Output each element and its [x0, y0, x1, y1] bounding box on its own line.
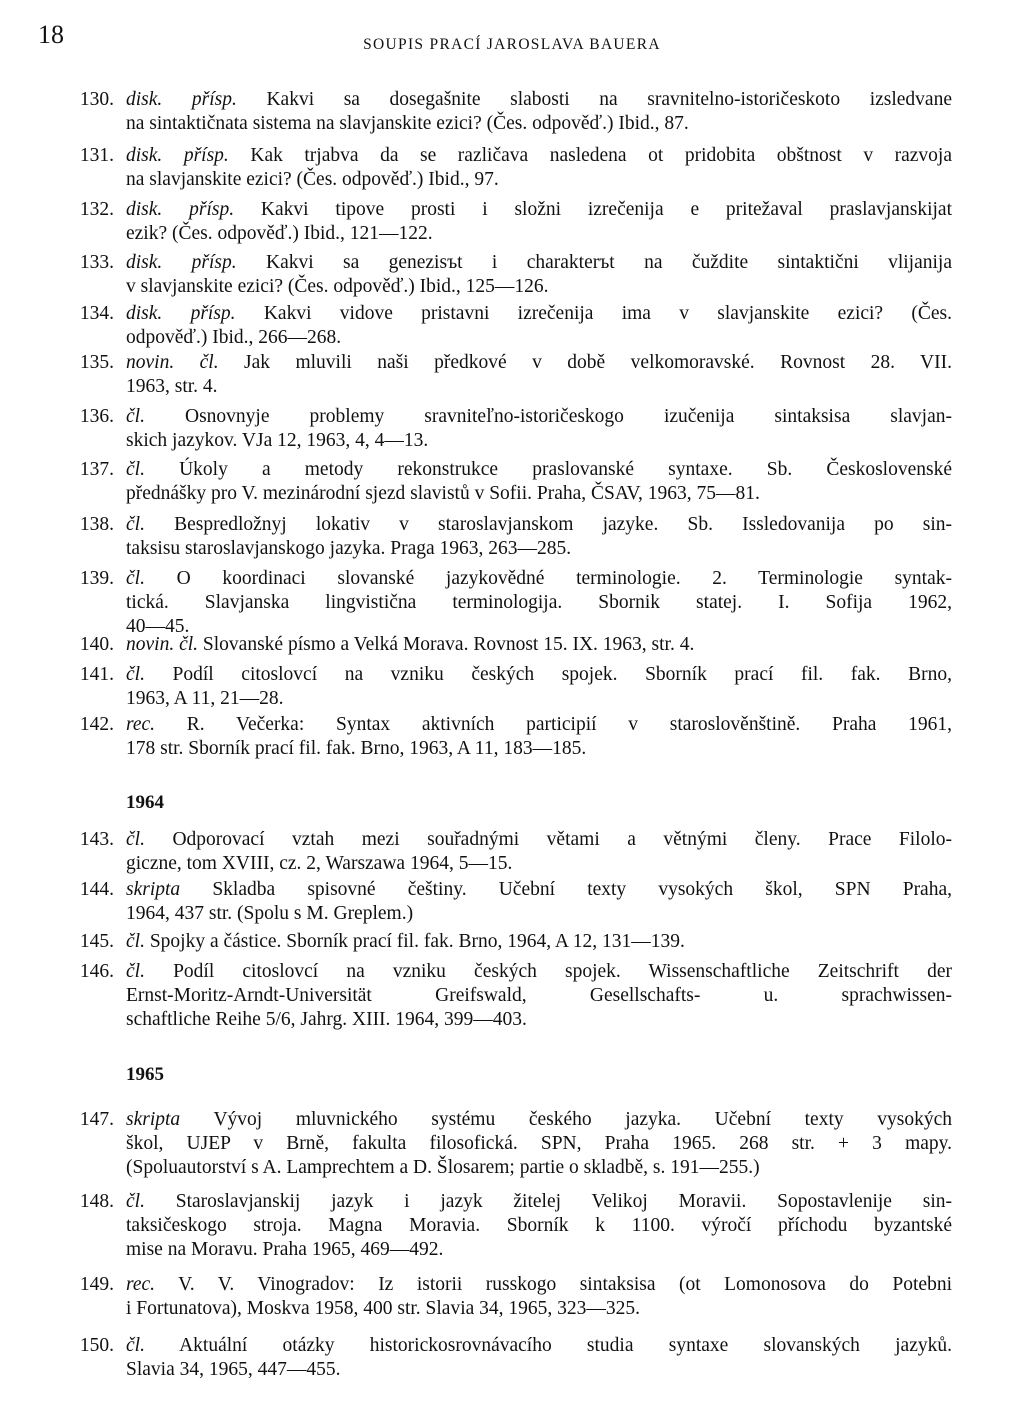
- entry-line: [126, 198, 952, 222]
- entry-number: 145.: [79, 931, 114, 952]
- entry-text: Úkoly a metody rekonstrukce praslovanské syntaxe. Sb. Československé: [144, 459, 952, 480]
- bibliography-entry: [79, 405, 952, 453]
- year-heading-1965: 1965: [126, 1064, 164, 1085]
- entry-line: 1964, 437 str. (Spolu s M. Greplem.): [126, 903, 414, 924]
- bibliography-entry: [79, 458, 952, 506]
- entry-line: 178 str. Sborník prací fil. fak. Brno, 1963, A 11, 183—185.: [126, 738, 587, 759]
- entry-type: rec.: [126, 1274, 156, 1295]
- entry-line: i Fortunatova), Moskva 1958, 400 str. Slavia 34, 1965, 323—325.: [126, 1298, 641, 1319]
- entry-text: Staroslavjanskij jazyk i jazyk žitelej Velikoj Moravii. Sopostavlenije sin-: [144, 1191, 952, 1212]
- entry-text: Kakvi tipove prosti i složni izrečenija e pritežaval praslavjanskijat: [234, 199, 953, 220]
- entry-line: [126, 960, 952, 984]
- bibliography-entry: [79, 663, 952, 711]
- entry-number: 143.: [79, 829, 114, 850]
- bibliography-entry: [79, 1108, 952, 1180]
- entry-line: [126, 458, 952, 482]
- entry-line: (Spoluautorství s A. Lamprechtem a D. Šlosarem; partie o skladbě, s. 191—255.): [126, 1157, 760, 1178]
- entry-text: Podíl citoslovcí na vzniku českých spojek. Wissenschaftliche Zeitschrift der: [144, 961, 952, 982]
- bibliography-entry: [79, 198, 953, 246]
- entry-type: disk. přísp.: [126, 252, 237, 273]
- bibliography-entry: [79, 633, 952, 657]
- entry-number: 150.: [79, 1335, 114, 1356]
- entry-line: tická. Slavjanska lingvistična terminologija. Sbornik statej. I. Sofija 1962,: [126, 592, 952, 613]
- entry-text: Osnovnyje problemy sravniteľno-istoričeskogo izučenija sintaksisa slavjan-: [144, 406, 952, 427]
- entry-number: 133.: [79, 252, 114, 273]
- entry-number: 141.: [79, 664, 114, 685]
- entry-text: Kakvi sa dosegašnite slabosti na sravnitelno-istoričeskoto izsledvane: [236, 89, 952, 110]
- page-number: 18: [38, 20, 64, 49]
- entry-type: novin. čl.: [126, 634, 199, 655]
- entry-line: [126, 351, 952, 375]
- entry-text: O koordinaci slovanské jazykovědné terminologie. 2. Terminologie syntak-: [144, 568, 952, 589]
- entry-line: na slavjanskite ezici? (Čes. odpověď.) Ibid., 97.: [126, 169, 499, 190]
- entry-line: [126, 713, 952, 737]
- entry-type: novin. čl.: [126, 352, 219, 373]
- entry-line: [126, 144, 952, 168]
- entry-line: Slavia 34, 1965, 447—455.: [126, 1359, 341, 1380]
- entry-number: 148.: [79, 1191, 114, 1212]
- entry-type: čl.: [126, 829, 145, 850]
- entry-number: 136.: [79, 406, 114, 427]
- entry-text: Skladba spisovné češtiny. Učební texty vysokých škol, SPN Praha,: [180, 879, 952, 900]
- entry-line: [126, 567, 952, 591]
- entry-type: čl.: [126, 664, 145, 685]
- entry-number: 139.: [79, 568, 114, 589]
- entry-number: 132.: [79, 199, 114, 220]
- entry-line: [126, 302, 952, 326]
- entry-text: R. Večerka: Syntax aktivních participií v staroslověnštině. Praha 1961,: [155, 714, 952, 735]
- entry-line: schaftliche Reihe 5/6, Jahrg. XIII. 1964, 399—403.: [126, 1009, 527, 1030]
- bibliography-entry: [79, 144, 952, 192]
- bibliography-entry: [79, 930, 952, 954]
- entry-line: 40—45.: [126, 616, 190, 637]
- bibliography-entry: [79, 960, 952, 1032]
- entry-type: čl.: [126, 514, 145, 535]
- bibliography-entry: [79, 1273, 952, 1321]
- entry-number: 131.: [79, 145, 114, 166]
- bibliography-entry: [79, 88, 952, 136]
- entry-line: škol, UJEP v Brně, fakulta filosofická. SPN, Praha 1965. 268 str. + 3 mapy.: [126, 1133, 952, 1154]
- bibliography-entry: [79, 828, 952, 876]
- entry-type: čl.: [126, 568, 145, 589]
- entry-line: Ernst-Moritz-Arndt-Universität Greifswald, Gesellschafts- u. sprachwissen-: [126, 985, 952, 1006]
- entry-line: [126, 930, 952, 954]
- entry-text: Odporovací vztah mezi souřadnými větami a větnými členy. Prace Filolo-: [144, 829, 952, 850]
- entry-text: Jak mluvili naši předkové v době velkomoravské. Rovnost 28. VII.: [218, 352, 952, 373]
- entry-line: [126, 878, 952, 902]
- entry-line: mise na Moravu. Praha 1965, 469—492.: [126, 1239, 444, 1260]
- entry-number: 140.: [79, 634, 114, 655]
- entry-number: 144.: [79, 879, 114, 900]
- entry-type: čl.: [126, 931, 145, 952]
- year-heading-1964: 1964: [126, 792, 164, 813]
- bibliography-entry: [79, 713, 952, 761]
- bibliography-entry: [79, 878, 952, 926]
- entry-line: [126, 1108, 952, 1132]
- entry-number: 147.: [79, 1109, 114, 1130]
- entry-type: skripta: [126, 1109, 181, 1130]
- entry-type: čl.: [126, 961, 145, 982]
- entry-text: V. V. Vinogradov: Iz istorii russkogo sintaksisa (ot Lomonosova do Potebni: [155, 1274, 952, 1295]
- entry-line: [126, 828, 952, 852]
- entry-type: disk. přísp.: [126, 199, 235, 220]
- entry-line: [126, 1334, 952, 1358]
- entry-line: v slavjanskite ezici? (Čes. odpověď.) Ibid., 125—126.: [126, 276, 549, 297]
- entry-text: Kakvi sa genezisъt i charakterъt na čuždite sintaktični vlijanija: [236, 252, 952, 273]
- entry-text: Vývoj mluvnického systému českého jazyka. Učební texty vysokých: [180, 1109, 952, 1130]
- entry-line: giczne, tom XVIII, cz. 2, Warszawa 1964, 5—15.: [126, 853, 513, 874]
- entry-number: 149.: [79, 1274, 114, 1295]
- entry-text: Kak trjabva da se različava nasledena ot pridobita obštnost v razvoja: [228, 145, 952, 166]
- entry-text: Aktuální otázky historickosrovnávacího studia syntaxe slovanských jazyků.: [144, 1335, 952, 1356]
- entry-line: [126, 88, 952, 112]
- entry-line: odpověď.) Ibid., 266—268.: [126, 327, 342, 348]
- entry-type: disk. přísp.: [126, 145, 229, 166]
- entry-line: [126, 1273, 952, 1297]
- entry-line: [126, 1190, 952, 1214]
- entry-number: 146.: [79, 961, 114, 982]
- entry-line: taksisu staroslavjanskogo jazyka. Praga 1963, 263—285.: [126, 538, 572, 559]
- entry-line: ezik? (Čes. odpověď.) Ibid., 121—122.: [126, 223, 433, 244]
- entry-text: Spojky a částice. Sborník prací fil. fak. Brno, 1964, A 12, 131—139.: [144, 931, 685, 952]
- entry-line: [126, 405, 952, 429]
- entry-text: Kakvi vidove pristavni izrečenija ima v slavjanskite ezici? (Čes.: [235, 303, 952, 324]
- entry-line: 1963, A 11, 21—28.: [126, 688, 284, 709]
- entry-line: skich jazykov. VJa 12, 1963, 4, 4—13.: [126, 430, 429, 451]
- entry-number: 138.: [79, 514, 114, 535]
- entry-text: Slovanské písmo a Velká Morava. Rovnost 15. IX. 1963, str. 4.: [198, 634, 695, 655]
- entry-line: [126, 663, 952, 687]
- entry-number: 135.: [79, 352, 114, 373]
- entry-type: disk. přísp.: [126, 303, 236, 324]
- entry-type: rec.: [126, 714, 156, 735]
- entry-type: čl.: [126, 1335, 145, 1356]
- bibliography-entry: [79, 302, 952, 350]
- entry-line: [126, 633, 952, 657]
- entry-line: 1963, str. 4.: [126, 376, 218, 397]
- running-title: SOUPIS PRACÍ JAROSLAVA BAUERA: [363, 36, 661, 53]
- entry-type: skripta: [126, 879, 181, 900]
- entry-line: na sintaktičnata sistema na slavjanskite ezici? (Čes. odpověď.) Ibid., 87.: [126, 113, 689, 134]
- entry-text: Podíl citoslovcí na vzniku českých spojek. Sborník prací fil. fak. Brno,: [144, 664, 952, 685]
- entry-number: 134.: [79, 303, 114, 324]
- bibliography-entry: [79, 351, 952, 399]
- bibliography-entry: [79, 1334, 952, 1382]
- entry-number: 130.: [79, 89, 114, 110]
- entry-line: přednášky pro V. mezinárodní sjezd slavistů v Sofii. Praha, ČSAV, 1963, 75—81.: [126, 483, 760, 504]
- entry-line: taksičeskogo stroja. Magna Moravia. Sborník k 1100. výročí příchodu byzantské: [126, 1215, 952, 1236]
- entry-line: [126, 513, 952, 537]
- entry-type: čl.: [126, 1191, 145, 1212]
- entry-number: 137.: [79, 459, 114, 480]
- entry-text: Bespredložnyj lokativ v staroslavjanskom jazyke. Sb. Issledovanija po sin-: [144, 514, 952, 535]
- bibliography-entry: [79, 513, 952, 561]
- bibliography-entry: [79, 251, 952, 299]
- entry-type: čl.: [126, 406, 145, 427]
- entry-type: čl.: [126, 459, 145, 480]
- bibliography-entry: [79, 1190, 952, 1262]
- bibliography-entry: [79, 567, 952, 639]
- entry-type: disk. přísp.: [126, 89, 237, 110]
- entry-number: 142.: [79, 714, 114, 735]
- entry-line: [126, 251, 952, 275]
